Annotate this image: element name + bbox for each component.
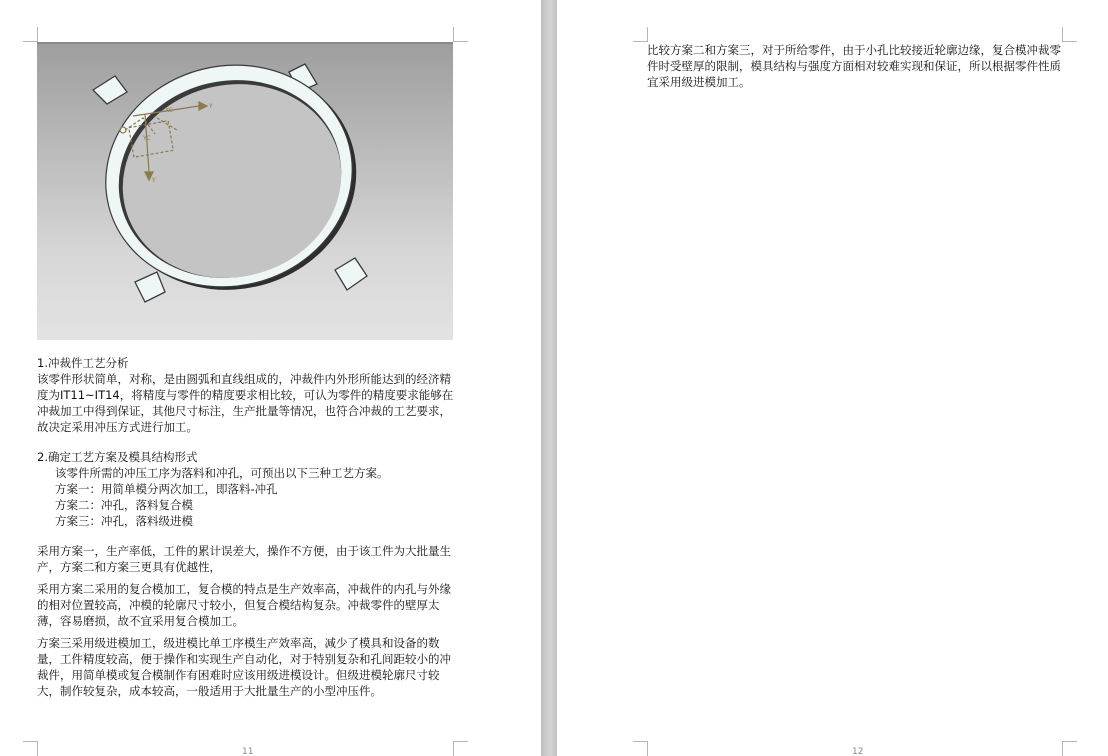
- lug-bottom-left: [135, 272, 165, 302]
- plan-1: 方案一：用简单模分两次加工，即落料-冲孔: [55, 482, 278, 496]
- ring-inner-hole: [102, 61, 362, 301]
- section2-intro: 该零件所需的冲压工序为落料和冲孔，可预出以下三种工艺方案。: [55, 466, 389, 480]
- document-page-left: [0, 0, 541, 756]
- crop-mark-top-right: [1062, 27, 1077, 42]
- crop-mark-top-left: [633, 27, 648, 42]
- axis-label-y: Y: [209, 103, 213, 110]
- crop-mark-bottom-left: [23, 741, 38, 756]
- crop-mark-top-right: [453, 27, 468, 42]
- paragraph-comparison: 比较方案二和方案三，对于所给零件，由于小孔比较接近轮廓边缘，复合模冲裁零件时受壁厚的限制，模具结构与强度方面相对较难实现和保证，所以根据零件性质宜采用级进模加工。: [647, 43, 1061, 89]
- paragraph-plan3-evaluation: 方案三采用级进模加工，级进模比单工序模生产效率高，减少了模具和设备的数量，工件精度较高，便于操作和实现生产自动化，对于特别复杂和孔间距较小的冲裁件，用简单模或复合模制作有困难时应该用级进模设计。但级进模轮廓尺寸较大，制作较复杂，成本较高，一般适用于大批量生产的小型冲压件。: [37, 636, 451, 698]
- section1-heading: 1.冲裁件工艺分析: [37, 356, 129, 370]
- axis-label-xc: XC: [165, 107, 173, 114]
- part-3d-render-image: [37, 42, 453, 340]
- page-number-left: 11: [242, 747, 254, 756]
- section1: [37, 355, 455, 435]
- axis-label-y2: Y: [152, 177, 156, 184]
- page-number-right: 12: [852, 747, 864, 756]
- section1-paragraph: 该零件形状简单，对称，是由圆弧和直线组成的，冲裁件内外形所能达到的经济精度为IT11~IT14，将精度与零件的精度要求相比较，可认为零件的精度要求能够在冲裁加工中得到保证，其他尺寸标注，生产批量等情况，也符合冲裁的工艺要求，故决定采用冲压方式进行加工。: [37, 372, 454, 434]
- paragraph-plan1-evaluation: 采用方案一，生产率低，工件的累计误差大，操作不方便，由于该工件为大批量生产，方案二和方案三更具有优越性，: [37, 544, 451, 574]
- lug-top-left: [93, 76, 127, 104]
- axis-label-yc: YC: [143, 135, 151, 142]
- lug-bottom-right: [335, 258, 367, 290]
- plan-2: 方案二：冲孔，落料复合模: [55, 498, 193, 512]
- crop-mark-bottom-left: [633, 741, 648, 756]
- crop-mark-top-left: [23, 27, 38, 42]
- snap-ring-drawing: [37, 44, 453, 340]
- section2-heading: 2.确定工艺方案及模具结构形式: [37, 450, 198, 464]
- document-page-right: [557, 0, 1108, 756]
- section2: [37, 449, 455, 529]
- plan-3: 方案三：冲孔，落料级进模: [55, 514, 193, 528]
- crop-mark-bottom-right: [453, 741, 468, 756]
- page-gutter: [541, 0, 557, 756]
- paragraph-plan2-evaluation: 采用方案二采用的复合模加工，复合模的特点是生产效率高，冲裁件的内孔与外缘的相对位置较高，冲模的轮廓尺寸较小，但复合模结构复杂。冲裁零件的壁厚太薄，容易磨损，故不宜采用复合模加工。: [37, 582, 451, 628]
- crop-mark-bottom-right: [1062, 741, 1077, 756]
